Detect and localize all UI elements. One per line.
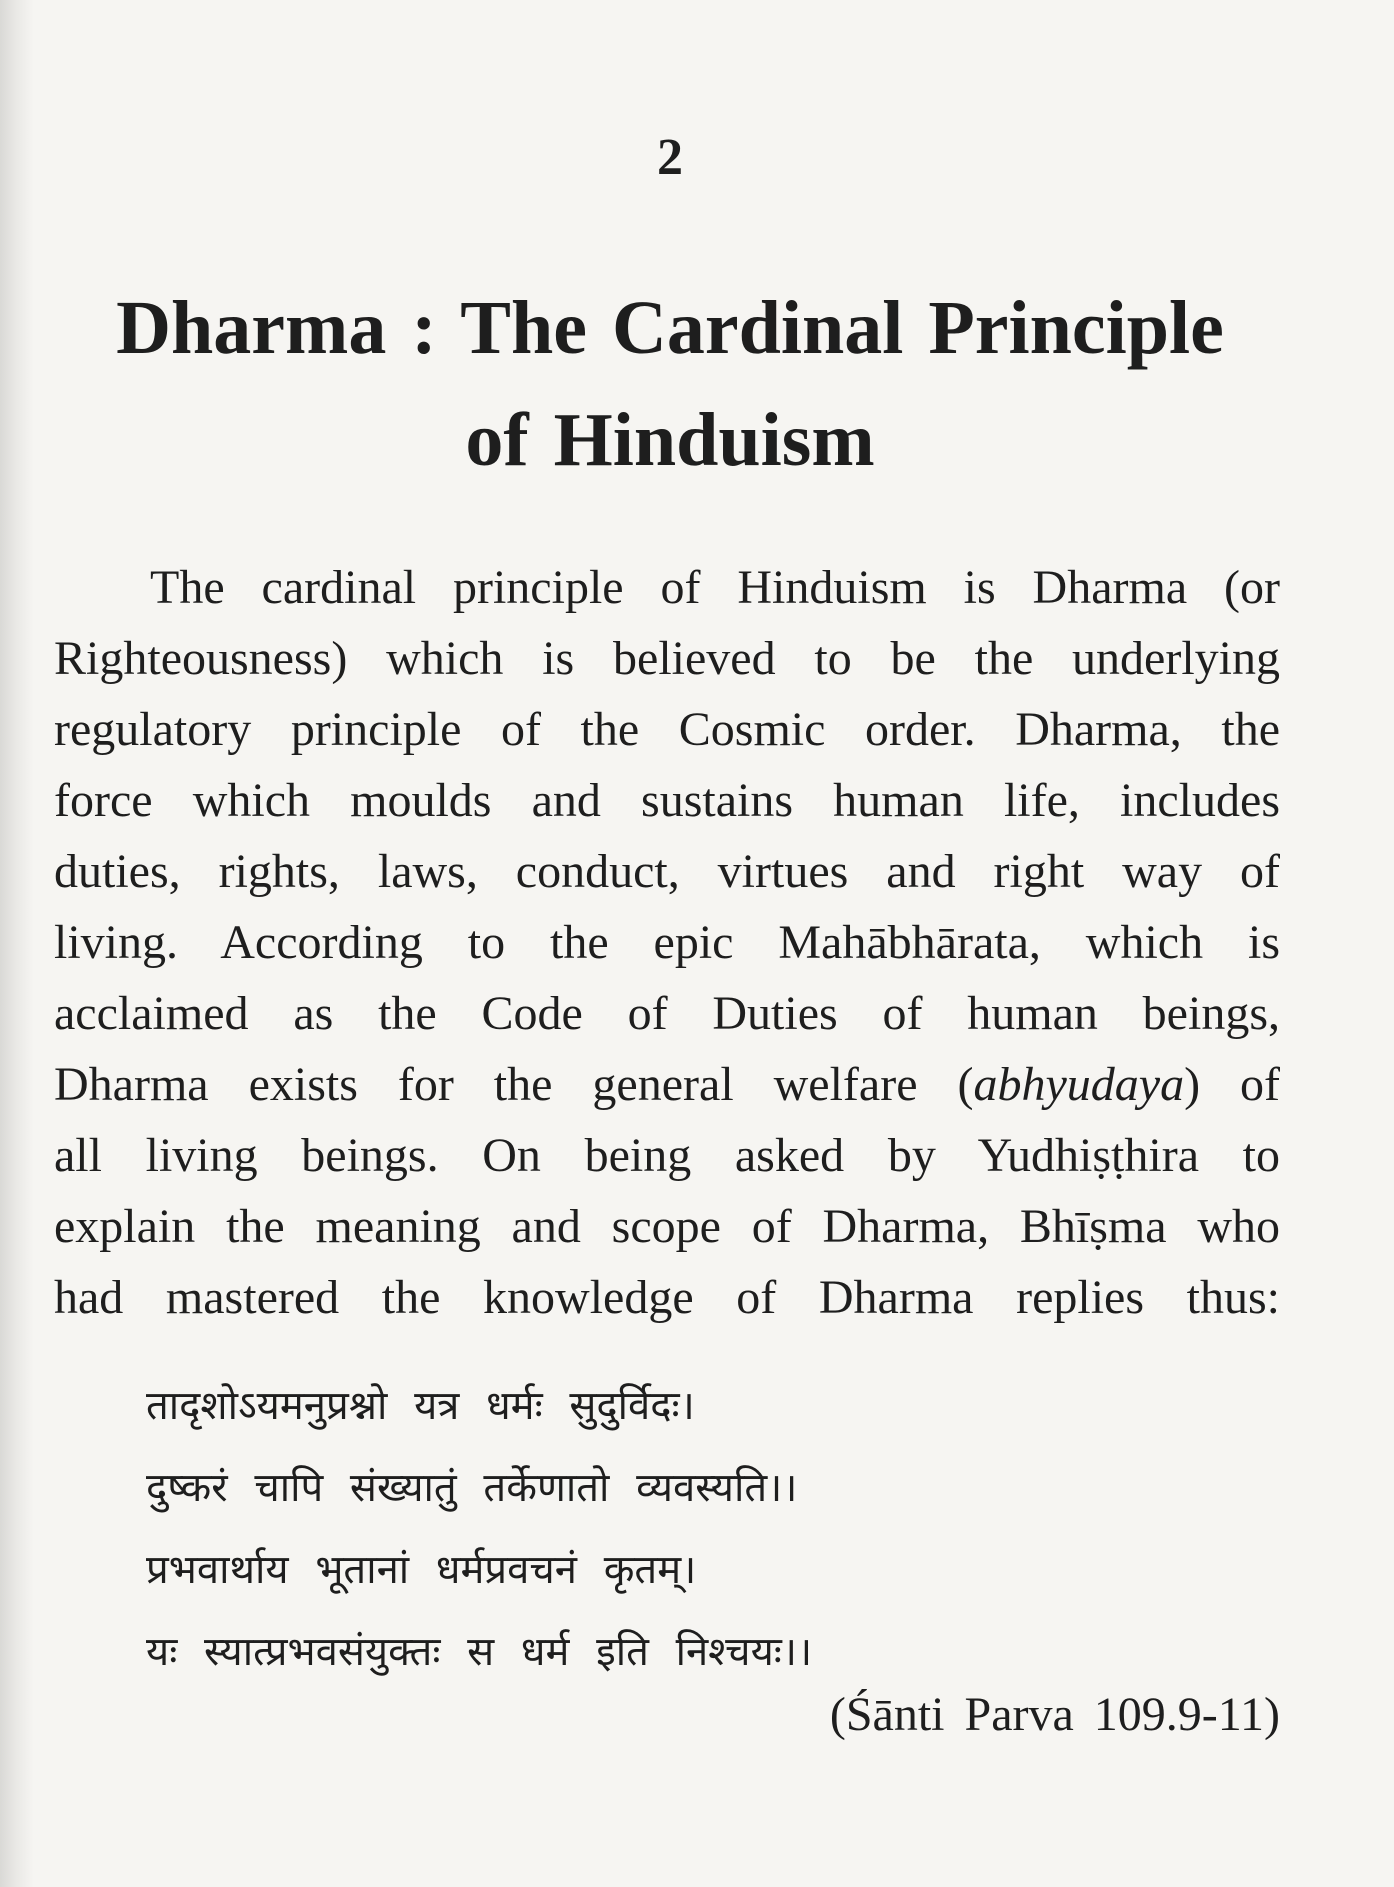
verse-citation: (Śānti Parva 109.9-11): [829, 1688, 1280, 1741]
chapter-number: 2: [657, 129, 683, 186]
verse-line-1: तादृशोऽयमनुप्रश्नो यत्र धर्मः सुदुर्विदः।: [146, 1383, 695, 1429]
paragraph-line-11: had mastered the knowledge of Dharma replies thus:: [54, 1271, 1280, 1324]
paragraph-line-8: [54, 1049, 1280, 1120]
paragraph-line-10: explain the meaning and scope of Dharma, Bhīṣma who: [54, 1200, 1280, 1253]
chapter-title: [60, 272, 1280, 496]
italic-term-abhyudaya: abhyudaya: [973, 1058, 1185, 1111]
paragraph-line-9: all living beings. On being asked by Yudhiṣṭhira to: [54, 1129, 1280, 1182]
paragraph-line-7: acclaimed as the Code of Duties of human beings,: [54, 987, 1280, 1040]
paragraph-line-2: Righteousness) which is believed to be the underlying: [54, 632, 1280, 685]
chapter-title-line-1: Dharma : The Cardinal Principle: [116, 286, 1224, 370]
paragraph-line-8-text-before: Dharma exists for the general welfare (: [54, 1058, 974, 1111]
paragraph-line-3: regulatory principle of the Cosmic order. Dharma, the: [54, 703, 1280, 756]
verse-line-2: दुष्करं चापि संख्यातुं तर्केणातो व्यवस्यति।।: [146, 1465, 798, 1511]
sanskrit-verse: [146, 1365, 1046, 1693]
verse-line-3: प्रभवार्थाय भूतानां धर्मप्रवचनं कृतम्।: [146, 1547, 697, 1593]
verse-line-4: यः स्यात्प्रभवसंयुक्तः स धर्म इति निश्चयः।।: [146, 1629, 813, 1675]
paragraph-line-6: living. According to the epic Mahābhārata, which is: [54, 916, 1280, 969]
paragraph-line-4: force which moulds and sustains human life, includes: [54, 774, 1280, 827]
body-paragraph: [54, 552, 1280, 1333]
paragraph-line-1: The cardinal principle of Hinduism is Dharma (or: [150, 561, 1280, 614]
chapter-title-line-2: of Hinduism: [465, 398, 875, 482]
paragraph-line-5: duties, rights, laws, conduct, virtues and right way of: [54, 845, 1280, 898]
paragraph-line-8-text-after: ) of: [1184, 1058, 1280, 1111]
